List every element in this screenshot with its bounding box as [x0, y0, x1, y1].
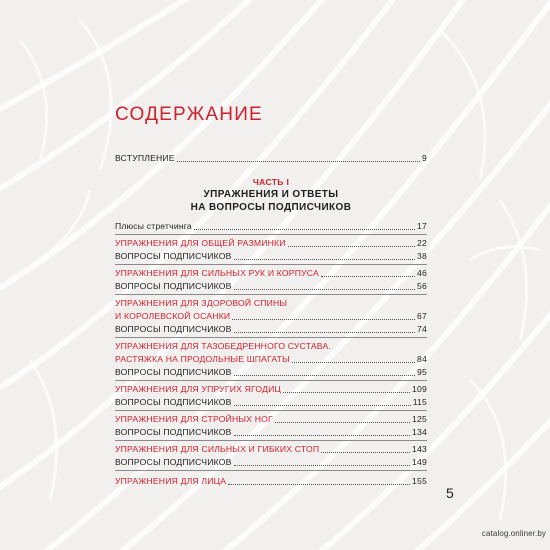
toc-entry-page: 84: [417, 354, 427, 364]
toc-entry-title: ВОПРОСЫ ПОДПИСЧИКОВ: [115, 251, 232, 261]
toc-entry-page: 155: [412, 476, 427, 486]
dot-leader: [275, 422, 410, 423]
toc-entry-title: РАСТЯЖКА НА ПРОДОЛЬНЫЕ ШПАГАТЫ: [115, 354, 290, 364]
section-divider: [115, 264, 427, 265]
dot-leader: [321, 276, 415, 277]
dot-leader: [232, 319, 415, 320]
toc-entry-page: 143: [412, 444, 427, 454]
dot-leader: [288, 246, 415, 247]
toc-entry-title: ВОПРОСЫ ПОДПИСЧИКОВ: [115, 457, 232, 467]
dot-leader: [234, 405, 411, 406]
toc-entry-page: 74: [417, 324, 427, 334]
toc-entry-page: 56: [417, 281, 427, 291]
dot-leader: [234, 289, 415, 290]
toc-entry-page: 9: [422, 153, 427, 163]
section-divider: [115, 470, 427, 471]
dot-leader: [234, 332, 415, 333]
part-title-line-1: УПРАЖНЕНИЯ И ОТВЕТЫ: [203, 189, 339, 200]
toc-entry-title: ВОПРОСЫ ПОДПИСЧИКОВ: [115, 324, 232, 334]
toc-entry-page: 38: [417, 251, 427, 261]
watermark: catalog.onliner.by: [481, 529, 546, 538]
part-label: ЧАСТЬ I: [252, 177, 290, 187]
toc-entry-glutes[interactable]: [115, 384, 427, 395]
toc-entry-title: ВСТУПЛЕНИЕ: [115, 153, 175, 163]
toc-entry-page: 134: [412, 427, 427, 437]
toc-entry-title: ВОПРОСЫ ПОДПИСЧИКОВ: [115, 397, 232, 407]
toc-entry-feet-questions[interactable]: [115, 457, 427, 468]
toc-heading: СОДЕРЖАНИЕ: [115, 104, 263, 125]
toc-entry-legs[interactable]: [115, 414, 427, 425]
section-divider: [115, 440, 427, 441]
toc-entry-title: УПРАЖНЕНИЯ ДЛЯ ОБЩЕЙ РАЗМИНКИ: [115, 238, 286, 248]
section-divider: [115, 380, 427, 381]
page-number: 5: [446, 485, 454, 501]
dot-leader: [234, 465, 411, 466]
toc-entry-title: ВОПРОСЫ ПОДПИСЧИКОВ: [115, 281, 232, 291]
dot-leader: [228, 484, 410, 485]
toc-entry-plusy[interactable]: [115, 221, 427, 232]
toc-entry-warmup-questions[interactable]: [115, 251, 427, 262]
toc-entry-legs-questions[interactable]: [115, 427, 427, 438]
toc-entry-page: 125: [412, 414, 427, 424]
dot-leader: [321, 452, 410, 453]
part-title-line-2: НА ВОПРОСЫ ПОДПИСЧИКОВ: [190, 202, 352, 213]
toc-entry-spine[interactable]: [115, 311, 427, 322]
toc-entry-page: 22: [417, 238, 427, 248]
toc-entry-page: 95: [417, 367, 427, 377]
section-divider: [115, 410, 427, 411]
dot-leader: [194, 229, 415, 230]
dot-leader: [234, 435, 411, 436]
toc-entry-feet[interactable]: [115, 444, 427, 455]
toc-entry-spine-line-1[interactable]: УПРАЖНЕНИЯ ДЛЯ ЗДОРОВОЙ СПИНЫ: [115, 298, 288, 308]
toc-entry-page: 109: [412, 384, 427, 394]
toc-entry-title: ВОПРОСЫ ПОДПИСЧИКОВ: [115, 367, 232, 377]
toc-entry-title: УПРАЖНЕНИЯ ДЛЯ СИЛЬНЫХ РУК И КОРПУСА: [115, 268, 319, 278]
toc-entry-page: 17: [417, 221, 427, 231]
toc-entry-title: ВОПРОСЫ ПОДПИСЧИКОВ: [115, 427, 232, 437]
toc-entry-face[interactable]: [115, 476, 427, 487]
toc-entry-title: УПРАЖНЕНИЯ ДЛЯ ЛИЦА: [115, 476, 227, 486]
toc-entry-intro[interactable]: [115, 153, 427, 164]
dot-leader: [234, 259, 415, 260]
toc-entry-hip[interactable]: [115, 354, 427, 365]
toc-entry-title: УПРАЖНЕНИЯ ДЛЯ СТРОЙНЫХ НОГ: [115, 414, 273, 424]
dot-leader: [292, 362, 415, 363]
toc-entry-title: И КОРОЛЕВСКОЙ ОСАНКИ: [115, 311, 231, 321]
dot-leader: [234, 375, 415, 376]
toc-entry-arms[interactable]: [115, 268, 427, 279]
toc-entry-title: УПРАЖНЕНИЯ ДЛЯ СИЛЬНЫХ И ГИБКИХ СТОП: [115, 444, 320, 454]
toc-entry-page: 115: [412, 397, 427, 407]
dot-leader: [177, 161, 420, 162]
toc-entry-page: 149: [412, 457, 427, 467]
toc-entry-arms-questions[interactable]: [115, 281, 427, 292]
toc-entry-page: 67: [417, 311, 427, 321]
dot-leader: [283, 392, 410, 393]
toc-entry-spine-questions[interactable]: [115, 324, 427, 335]
toc-entry-hip-questions[interactable]: [115, 367, 427, 378]
toc-entry-title: УПРАЖНЕНИЯ ДЛЯ УПРУГИХ ЯГОДИЦ: [115, 384, 282, 394]
section-divider: [115, 337, 427, 338]
toc-entry-glutes-questions[interactable]: [115, 397, 427, 408]
toc-entry-title: Плюсы стретчинга: [115, 221, 192, 231]
section-divider: [115, 234, 427, 235]
toc-entry-page: 46: [417, 268, 427, 278]
toc-entry-hip-line-1[interactable]: УПРАЖНЕНИЯ ДЛЯ ТАЗОБЕДРЕННОГО СУСТАВА.: [115, 341, 331, 351]
toc-entry-warmup[interactable]: [115, 238, 427, 249]
section-divider: [115, 294, 427, 295]
